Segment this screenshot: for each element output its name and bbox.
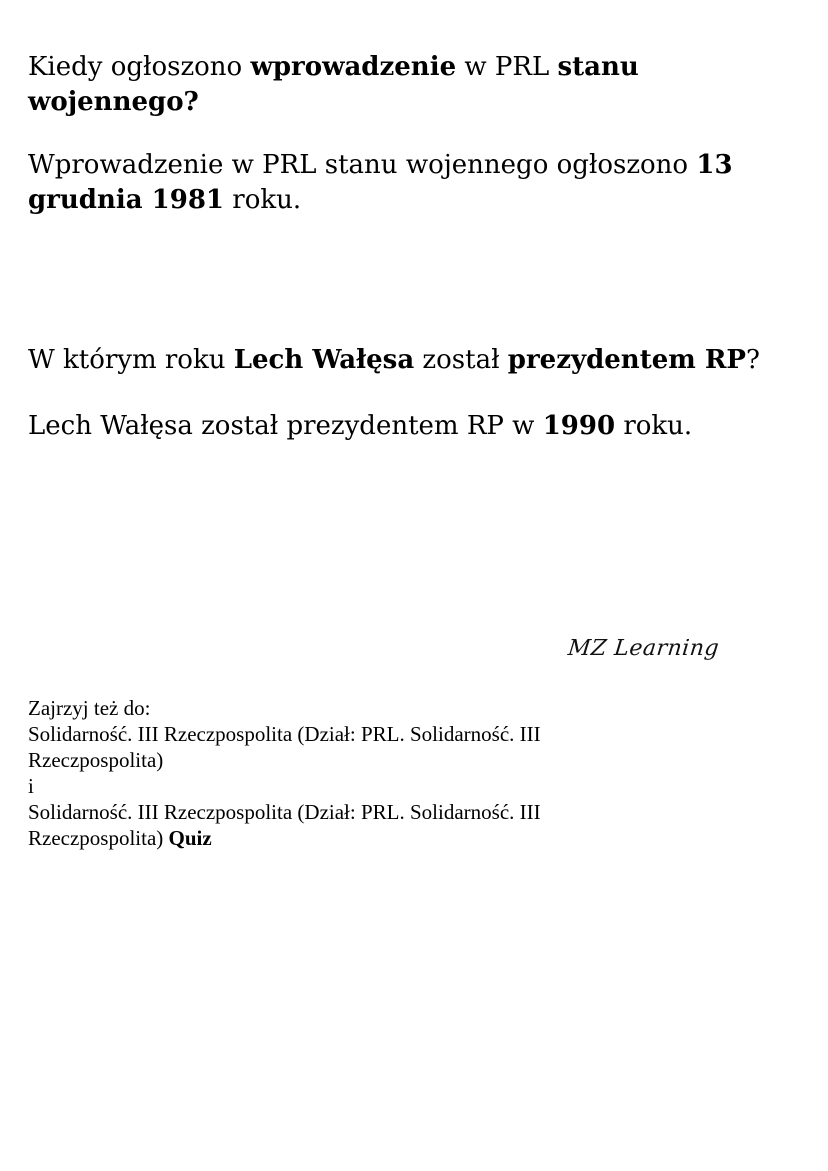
answer-1-keyword: 13 [696,150,733,180]
question-2-text: ? [745,345,760,375]
answer-2 [28,409,788,444]
answer-1-text: roku. [224,185,302,215]
question-1-keyword: stanu [557,52,639,82]
see-also-link-1-line-1: Solidarność. III Rzeczpospolita (Dział: PRL. Solidarność. III [28,722,541,746]
answer-1 [28,148,788,218]
answer-2-text: Lech Wałęsa został prezydentem RP w [28,411,543,441]
question-1 [28,50,788,120]
see-also-intro: Zajrzyj też do: [28,696,151,720]
see-also-link-2-line-1: Solidarność. III Rzeczpospolita (Dział: PRL. Solidarność. III [28,800,541,824]
question-2-text: W którym roku [28,345,234,375]
question-1-text: Kiedy ogłoszono [28,52,251,82]
answer-2-keyword: 1990 [542,411,616,441]
question-2-keyword: prezydentem RP [507,345,746,375]
question-2 [28,343,788,378]
answer-2-text: roku. [615,411,693,441]
quiz-label: Quiz [168,826,212,850]
answer-1-keyword: grudnia 1981 [28,185,225,215]
question-2-text: został [414,345,508,375]
see-also-conjunction: i [28,774,34,798]
answer-1-text: Wprowadzenie w PRL stanu wojennego ogłoszono [28,150,697,180]
question-1-keyword: wojennego? [28,87,199,117]
see-also-link-1[interactable] [28,722,541,772]
question-2-keyword: Lech Wałęsa [233,345,415,375]
question-1-keyword: wprowadzenie [250,52,457,82]
see-also-link-2[interactable] [28,800,541,850]
see-also-section [28,695,728,851]
see-also-link-1-line-2: Rzeczpospolita) [28,748,164,772]
question-1-text: w PRL [456,52,558,82]
brand-signature: MZ Learning [566,636,721,661]
see-also-link-2-line-2: Rzeczpospolita) [28,826,164,850]
